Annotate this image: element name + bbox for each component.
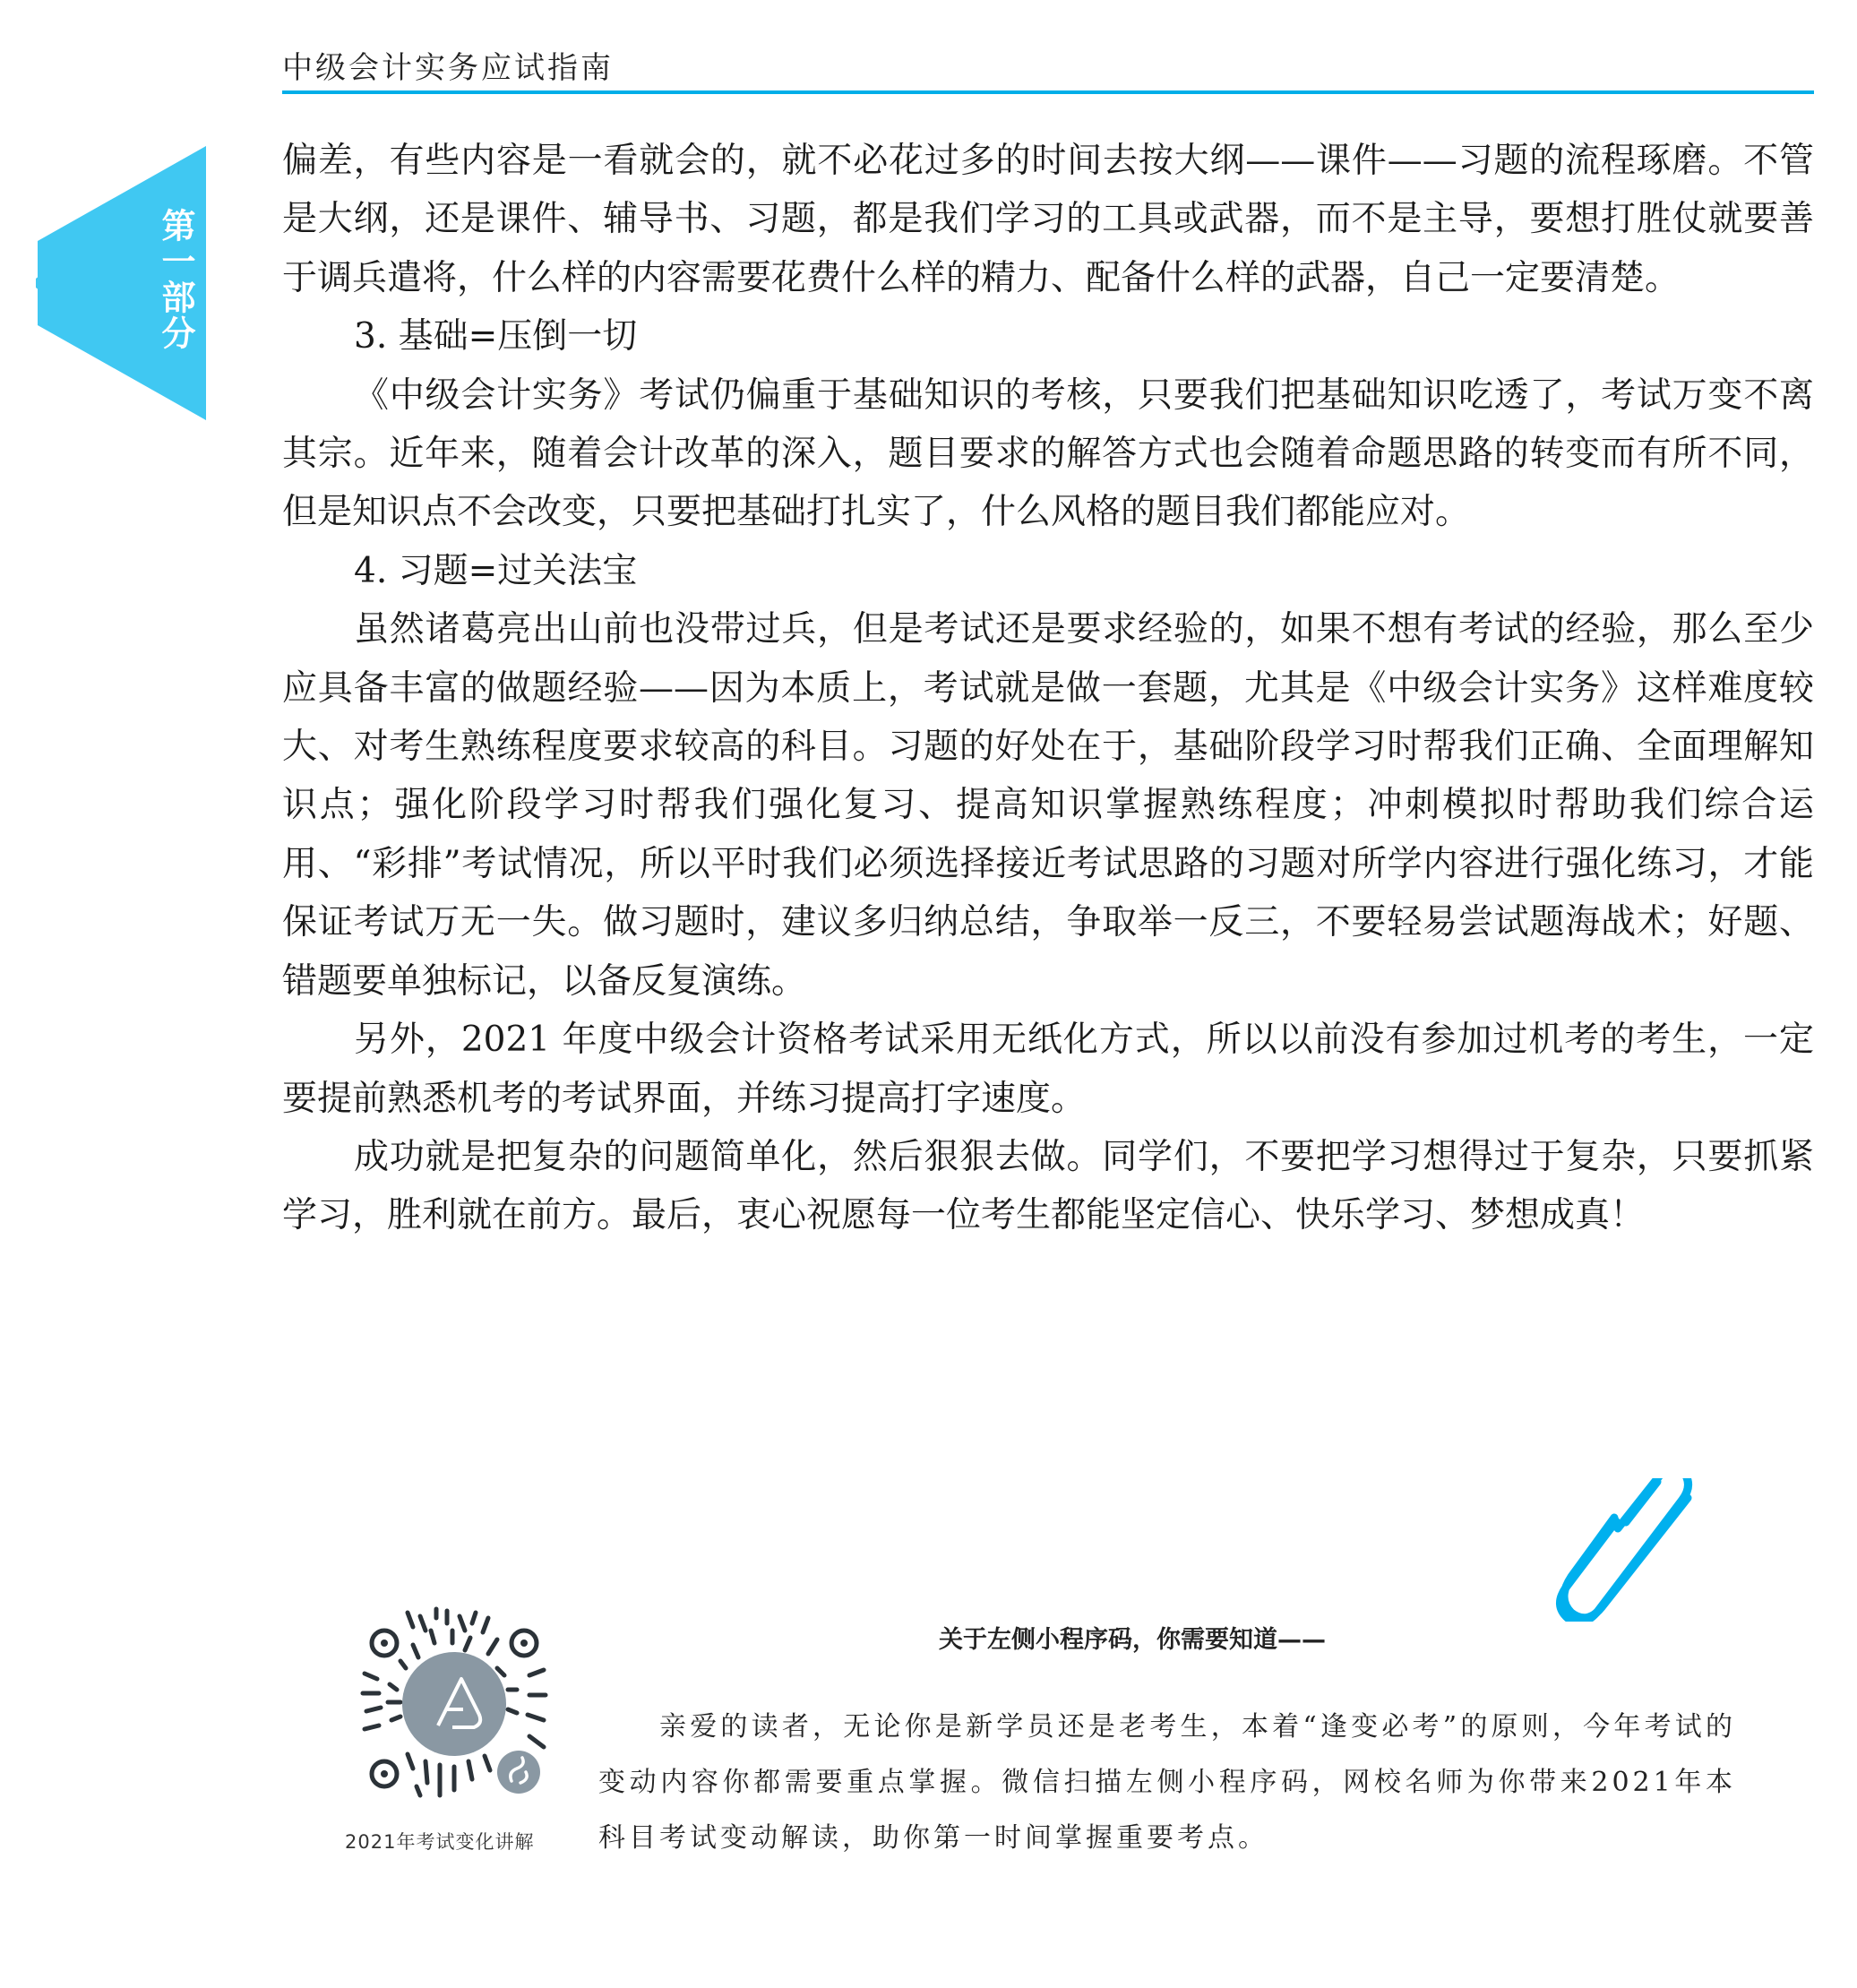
paragraph: 《中级会计实务》考试仍偏重于基础知识的考核，只要我们把基础知识吃透了，考试万变不离其宗。近年来，随着会计改革的深入，题目要求的解答方式也会随着命题思路的转变而有所不同，但是知识点不会改变，只要把基础打扎实了，什么风格的题目我们都能应对。	[282, 374, 1814, 533]
mini-program-badge-icon	[497, 1751, 540, 1794]
section-tab-label: 第一部分	[156, 208, 195, 351]
header-rule-divider	[282, 90, 1814, 94]
paragraph: 另外，2021 年度中级会计资格考试采用无纸化方式，所以以前没有参加过机考的考生，一定要提前熟悉机考的考试界面，并练习提高打字速度。	[282, 1020, 1814, 1119]
paragraph: 偏差，有些内容是一看就会的，就不必花过多的时间去按大纲——课件——习题的流程琢磨。不管是大纲，还是课件、辅导书、习题，都是我们学习的工具或武器，而不是主导，要想打胜仗就要善于调兵遣将，什么样的内容需要花费什么样的精力、配备什么样的武器，自己一定要清楚。	[282, 141, 1814, 298]
running-header-title: 中级会计实务应试指南	[282, 50, 614, 86]
mini-program-text: 亲爱的读者，无论你是新学员还是老考生，本着“逢变必考”的原则，今年考试的变动内容你都需要重点掌握。微信扫描左侧小程序码，网校名师为你带来2021年本科目考试变动解读，助你第一时间掌握重要考点。	[598, 1711, 1736, 1854]
paragraph: 虽然诸葛亮出山前也没带过兵，但是考试还是要求经验的，如果不想有考试的经验，那么至少应具备丰富的做题经验——因为本质上，考试就是做一套题，尤其是《中级会计实务》这样难度较大、对考生熟练程度要求较高的科目。习题的好处在于，基础阶段学习时帮我们正确、全面理解知识点；强化阶段学习时帮我们强化复习、提高知识掌握熟练程度；冲刺模拟时帮助我们综合运用、“彩排”考试情况，所以平时我们必须选择接近考试思路的习题对所学内容进行强化练习，才能保证考试万无一失。做习题时，建议多归纳总结，争取举一反三，不要轻易尝试题海战术；好题、错题要单独标记，以备反复演练。	[282, 609, 1814, 1002]
qr-caption: 2021年考试变化讲解	[345, 1831, 535, 1853]
logo-badge	[402, 1652, 506, 1756]
paperclip-icon	[1550, 1478, 1702, 1622]
body-text	[282, 132, 1814, 1245]
mini-program-qr-code[interactable]	[354, 1604, 555, 1805]
subheading-exercises: 4. 习题=过关法宝	[354, 550, 638, 591]
subheading-basics: 3. 基础=压倒一切	[354, 316, 638, 357]
paragraph: 成功就是把复杂的问题简单化，然后狠狠去做。同学们，不要把学习想得过于复杂，只要抓紧学习，胜利就在前方。最后，衷心祝愿每一位考生都能坚定信心、快乐学习、梦想成真！	[282, 1136, 1814, 1236]
mini-program-heading: 关于左侧小程序码，你需要知道——	[939, 1626, 1326, 1654]
mini-program-description	[598, 1700, 1736, 1866]
